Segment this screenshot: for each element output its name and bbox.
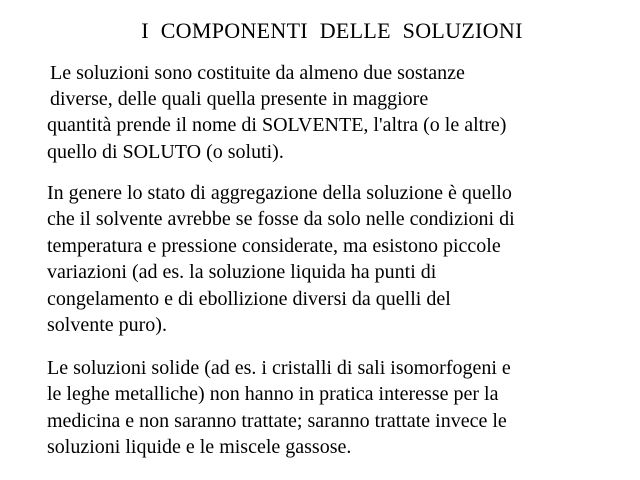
paragraph-line: solvente puro). — [47, 314, 167, 336]
paragraph-line: soluzioni liquide e le miscele gassose. — [47, 436, 352, 458]
paragraph-line: diverse, delle quali quella presente in maggiore — [50, 88, 429, 110]
paragraph-line: temperatura e pressione considerate, ma esistono piccole — [47, 235, 501, 257]
paragraph-line: Le soluzioni solide (ad es. i cristalli di sali isomorfogeni e — [47, 357, 511, 379]
slide-title: I COMPONENTI DELLE SOLUZIONI — [141, 18, 523, 43]
paragraph-line: medicina e non saranno trattate; saranno trattate invece le — [47, 410, 507, 432]
paragraph-line: quello di SOLUTO (o soluti). — [47, 141, 284, 163]
paragraph-line: che il solvente avrebbe se fosse da solo nelle condizioni di — [47, 208, 515, 230]
paragraph-line: congelamento e di ebollizione diversi da quelli del — [47, 288, 451, 310]
paragraph-line: le leghe metalliche) non hanno in pratica interesse per la — [47, 383, 499, 405]
paragraph-line: quantità prende il nome di SOLVENTE, l'altra (o le altre) — [47, 114, 507, 136]
paragraph-line: variazioni (ad es. la soluzione liquida ha punti di — [47, 261, 437, 283]
paragraph-line: Le soluzioni sono costituite da almeno due sostanze — [50, 62, 465, 84]
paragraph-line: In genere lo stato di aggregazione della soluzione è quello — [47, 182, 512, 204]
